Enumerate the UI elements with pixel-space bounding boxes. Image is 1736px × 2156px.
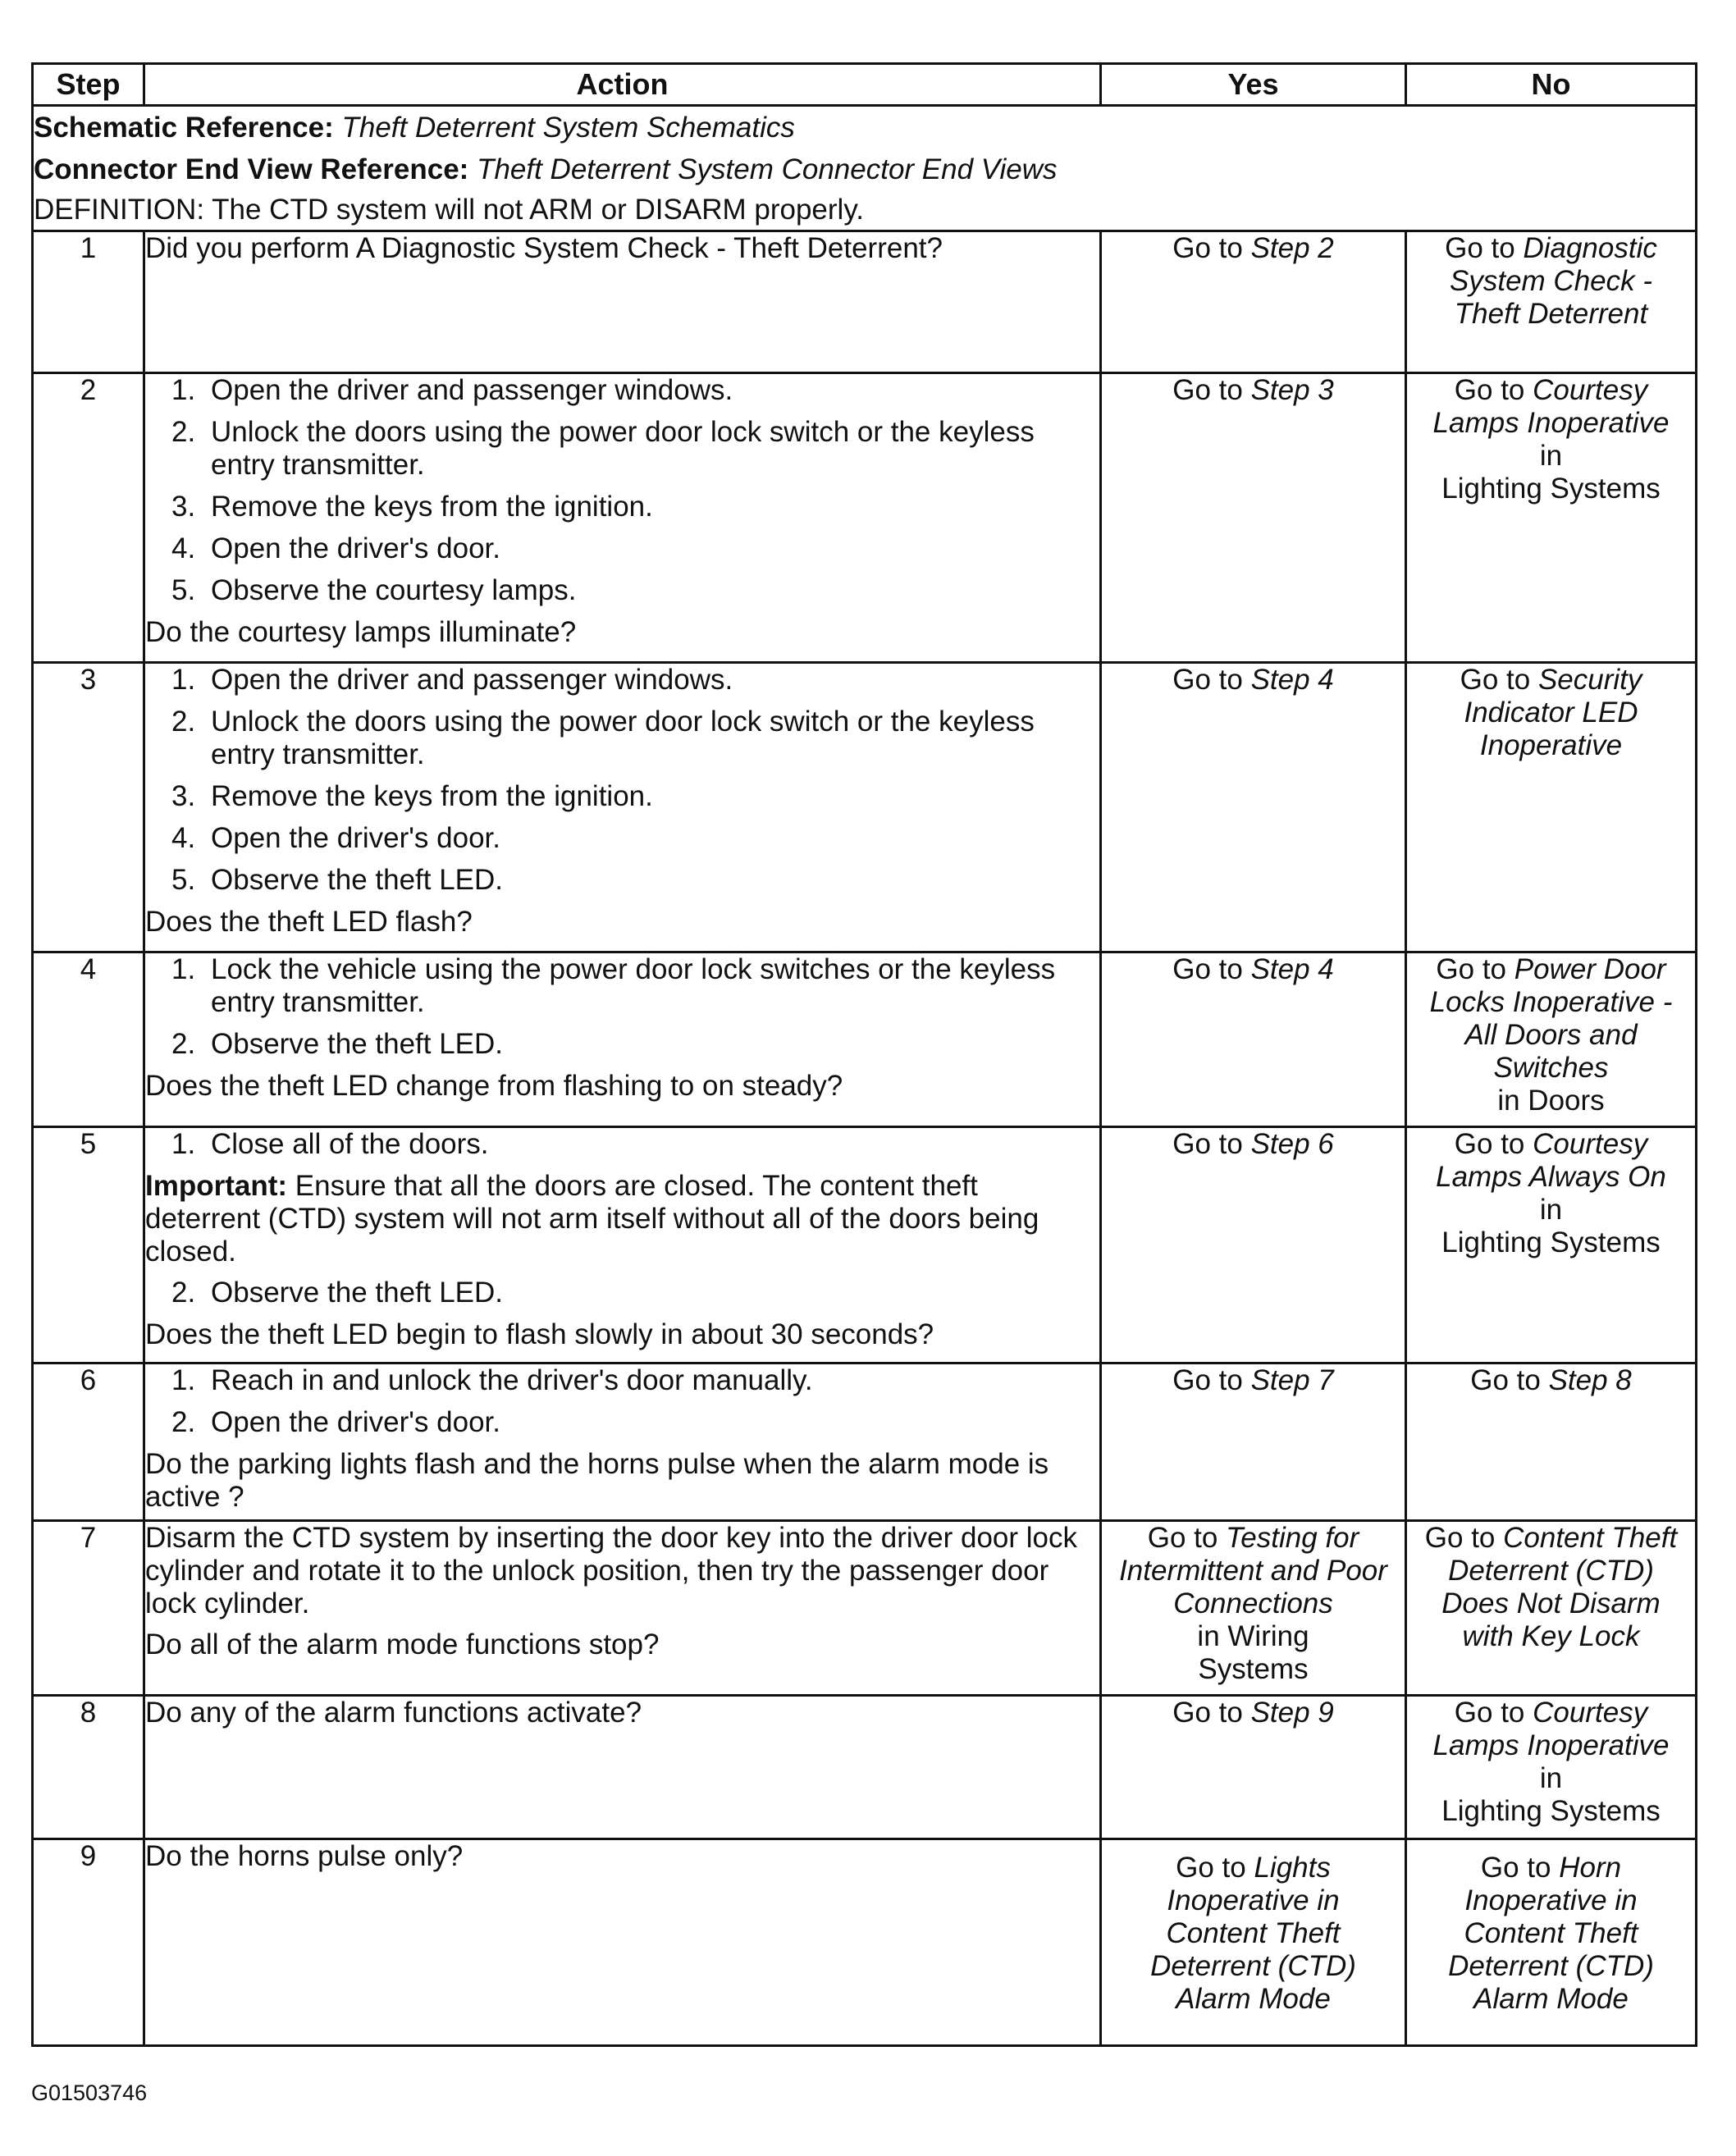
action-cell bbox=[144, 231, 1101, 373]
action-question: Does the theft LED change from flashing to on steady? bbox=[145, 1070, 843, 1102]
yes-target: Step 6 bbox=[1250, 1128, 1334, 1160]
connector-reference-value: Theft Deterrent System Connector End Views bbox=[477, 153, 1058, 185]
action-question: Did you perform A Diagnostic System Check - Theft Deterrent? bbox=[145, 232, 943, 264]
action-question: Do any of the alarm functions activate? bbox=[145, 1697, 642, 1729]
yes-cell: Go to Lights Inoperative in Content Theft Deterrent (CTD) Alarm Mode bbox=[1101, 1839, 1406, 2046]
list-item: 2. Observe the theft LED. bbox=[171, 1028, 504, 1060]
table-row bbox=[33, 231, 1697, 373]
table-header-row bbox=[33, 64, 1697, 106]
list-item: 2. Unlock the doors using the power door lock switch or the keyless entry transmitter. bbox=[171, 416, 1035, 481]
no-cell: Go to Courtesy Lamps Inoperative in Lighting Systems bbox=[1406, 373, 1697, 663]
action-cell bbox=[144, 952, 1101, 1127]
yes-target: Step 9 bbox=[1250, 1697, 1334, 1729]
table-row bbox=[33, 373, 1697, 663]
no-cell: Go to Content Theft Deterrent (CTD) Does Not Disarm with Key Lock bbox=[1406, 1521, 1697, 1696]
action-question: Do the horns pulse only? bbox=[145, 1840, 464, 1872]
action-cell bbox=[144, 663, 1101, 952]
table-row bbox=[33, 1521, 1697, 1696]
yes-cell: Go to Step 4 bbox=[1101, 663, 1406, 952]
list-item: 5. Observe the theft LED. bbox=[171, 864, 504, 896]
schematic-reference-value: Theft Deterrent System Schematics bbox=[341, 112, 795, 144]
no-target: Theft Deterrent bbox=[1454, 298, 1648, 330]
yes-prefix: Go to bbox=[1172, 232, 1243, 264]
header-no: No bbox=[1406, 64, 1697, 106]
no-prefix: Go to bbox=[1445, 232, 1515, 264]
header-action: Action bbox=[144, 64, 1101, 106]
list-item: 2. Open the driver's door. bbox=[171, 1406, 500, 1438]
important-note: Important: Ensure that all the doors are closed. The content theft deterrent (CTD) system will not arm itself without all of the doors being closed. bbox=[145, 1170, 1039, 1268]
list-item: 1. Lock the vehicle using the power door lock switches or the keyless entry transmitter. bbox=[171, 953, 1056, 1018]
list-item: 5. Observe the courtesy lamps. bbox=[171, 574, 577, 606]
step-number: 1 bbox=[33, 231, 144, 373]
reference-row bbox=[33, 106, 1697, 231]
action-question: Do the courtesy lamps illuminate? bbox=[145, 616, 577, 648]
list-item: 3. Remove the keys from the ignition. bbox=[171, 780, 653, 812]
yes-cell bbox=[1101, 231, 1406, 373]
action-question: Does the theft LED flash? bbox=[145, 906, 473, 938]
schematic-reference-label: Schematic Reference: bbox=[34, 112, 334, 144]
step-number: 6 bbox=[33, 1363, 144, 1521]
no-target: Step 8 bbox=[1548, 1364, 1632, 1396]
yes-target: Step 4 bbox=[1250, 953, 1334, 985]
no-cell: Go to Security Indicator LED Inoperative bbox=[1406, 663, 1697, 952]
no-cell: Go to Horn Inoperative in Content Theft Deterrent (CTD) Alarm Mode bbox=[1406, 1839, 1697, 2046]
schematic-reference bbox=[34, 107, 1695, 148]
action-question: Does the theft LED begin to flash slowly in about 30 seconds? bbox=[145, 1318, 934, 1350]
no-target: System Check - bbox=[1450, 265, 1652, 297]
list-item: 1. Open the driver and passenger windows. bbox=[171, 374, 733, 406]
yes-target: Step 7 bbox=[1250, 1364, 1334, 1396]
connector-reference bbox=[34, 148, 1695, 190]
step-number: 4 bbox=[33, 952, 144, 1127]
action-question: Do the parking lights flash and the horns pulse when the alarm mode is active ? bbox=[145, 1448, 1049, 1513]
header-yes: Yes bbox=[1101, 64, 1406, 106]
action-question: Do all of the alarm mode functions stop? bbox=[145, 1628, 660, 1660]
table-row bbox=[33, 663, 1697, 952]
step-number: 5 bbox=[33, 1127, 144, 1363]
table-row bbox=[33, 1696, 1697, 1839]
header-step: Step bbox=[33, 64, 144, 106]
action-cell bbox=[144, 1127, 1101, 1363]
reference-cell bbox=[33, 106, 1697, 231]
no-cell: Go to Power Door Locks Inoperative - All Doors and Switches in Doors bbox=[1406, 952, 1697, 1127]
list-item: 4. Open the driver's door. bbox=[171, 532, 500, 564]
yes-cell: Go to Step 9 bbox=[1101, 1696, 1406, 1839]
no-cell: Go to Courtesy Lamps Inoperative in Lighting Systems bbox=[1406, 1696, 1697, 1839]
step-number: 9 bbox=[33, 1839, 144, 2046]
yes-cell: Go to Step 7 bbox=[1101, 1363, 1406, 1521]
list-item: 4. Open the driver's door. bbox=[171, 822, 500, 854]
list-item: 1. Reach in and unlock the driver's door manually. bbox=[171, 1364, 813, 1396]
action-cell bbox=[144, 373, 1101, 663]
step-number: 7 bbox=[33, 1521, 144, 1696]
action-cell bbox=[144, 1521, 1101, 1696]
connector-reference-label: Connector End View Reference: bbox=[34, 153, 469, 185]
yes-target: Step 3 bbox=[1250, 374, 1334, 406]
table-row bbox=[33, 1363, 1697, 1521]
table-row bbox=[33, 1127, 1697, 1363]
list-item: 2. Unlock the doors using the power door lock switch or the keyless entry transmitter. bbox=[171, 706, 1035, 770]
action-cell bbox=[144, 1839, 1101, 2046]
step-number: 2 bbox=[33, 373, 144, 663]
yes-target: Step 4 bbox=[1250, 664, 1334, 696]
table-row bbox=[33, 1839, 1697, 2046]
action-text: Disarm the CTD system by inserting the door key into the driver door lock cylinder and rotate it to the unlock position, then try the passenger door lock cylinder. bbox=[145, 1522, 1077, 1619]
yes-cell: Go to Step 6 bbox=[1101, 1127, 1406, 1363]
yes-cell: Go to Step 3 bbox=[1101, 373, 1406, 663]
list-item: 3. Remove the keys from the ignition. bbox=[171, 491, 653, 523]
yes-target: Step 2 bbox=[1250, 232, 1334, 264]
list-item: 2. Observe the theft LED. bbox=[171, 1277, 504, 1309]
action-cell bbox=[144, 1363, 1101, 1521]
no-target: Diagnostic bbox=[1523, 232, 1657, 264]
no-cell: Go to Step 8 bbox=[1406, 1363, 1697, 1521]
table-row bbox=[33, 952, 1697, 1127]
action-cell bbox=[144, 1696, 1101, 1839]
step-number: 8 bbox=[33, 1696, 144, 1839]
definition: DEFINITION: The CTD system will not ARM or DISARM properly. bbox=[34, 194, 864, 226]
list-item: 1. Close all of the doors. bbox=[171, 1128, 489, 1160]
step-number: 3 bbox=[33, 663, 144, 952]
yes-cell: Go to Step 4 bbox=[1101, 952, 1406, 1127]
no-cell bbox=[1406, 231, 1697, 373]
list-item: 1. Open the driver and passenger windows. bbox=[171, 664, 733, 696]
no-cell: Go to Courtesy Lamps Always On in Lighting Systems bbox=[1406, 1127, 1697, 1363]
diagnostic-table bbox=[31, 62, 1697, 2047]
figure-id: G01503746 bbox=[31, 2081, 148, 2105]
yes-cell: Go to Testing for Intermittent and Poor Connections in Wiring Systems bbox=[1101, 1521, 1406, 1696]
